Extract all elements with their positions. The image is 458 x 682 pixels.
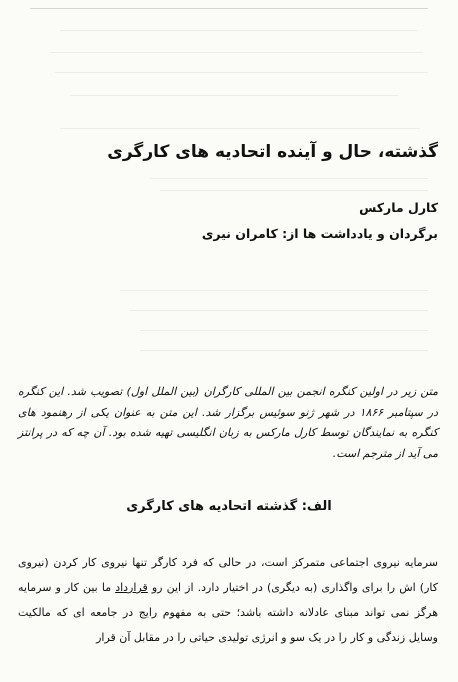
body-paragraph: [18, 550, 438, 650]
document-title: گذشته، حال و آینده اتحادیه های کارگری: [107, 142, 438, 162]
body-text-part1: سرمایه نیروی اجتماعی متمرکز است، در حالی که فرد کارگر تنها نیروی کار کردن (نیروی کار) اش را برای واگذاری (به دیگری) در اختیار دارد. از این رو: [18, 556, 438, 594]
author-line: کارل مارکس: [359, 200, 438, 215]
bleed-through-line: [60, 128, 420, 129]
bleed-through-line: [55, 72, 428, 73]
bleed-through-line: [160, 190, 428, 191]
intro-paragraph: [18, 382, 438, 464]
bleed-through-line: [130, 310, 428, 311]
bleed-through-line: [50, 52, 423, 53]
body-text-part2: ما بین کار و سرمایه هرگز نمی تواند مبنای عادلانه داشته باشد؛ حتی به مفهوم رایج در جامعه ای که مالکیت وسایل زندگی و کار را در یک سو و انرژی تولیدی حیاتی را در مقابل آن قرار: [18, 581, 438, 644]
body-text: [18, 550, 438, 650]
section-heading: الف: گذشته اتحادیه های کارگری: [126, 499, 332, 514]
bleed-through-line: [120, 290, 428, 291]
bleed-through-line: [140, 330, 428, 331]
intro-text: متن زیر در اولین کنگره انجمن بین المللی کارگران (بین الملل اول) تصویب شد. این کنگره در سپتامبر ۱۸۶۶ در شهر ژنو سوئیس برگزار شد. این متن به عنوان یکی از رهنمود های کنگره به نمایندگان توسط کارل مارکس به زبان انگلیسی تهیه شده بود. آن چه که در پرانتز می آید از مترجم است.: [18, 385, 438, 460]
bleed-through-line: [70, 95, 398, 96]
translator-line: برگردان و یادداشت ها از: کامران نیری: [201, 226, 438, 241]
bleed-through-line: [140, 350, 428, 351]
bleed-through-line: [150, 178, 428, 179]
body-underlined-word: قرارداد: [115, 581, 148, 594]
bleed-through-line: [60, 30, 418, 31]
page-top-rule: [30, 8, 428, 9]
